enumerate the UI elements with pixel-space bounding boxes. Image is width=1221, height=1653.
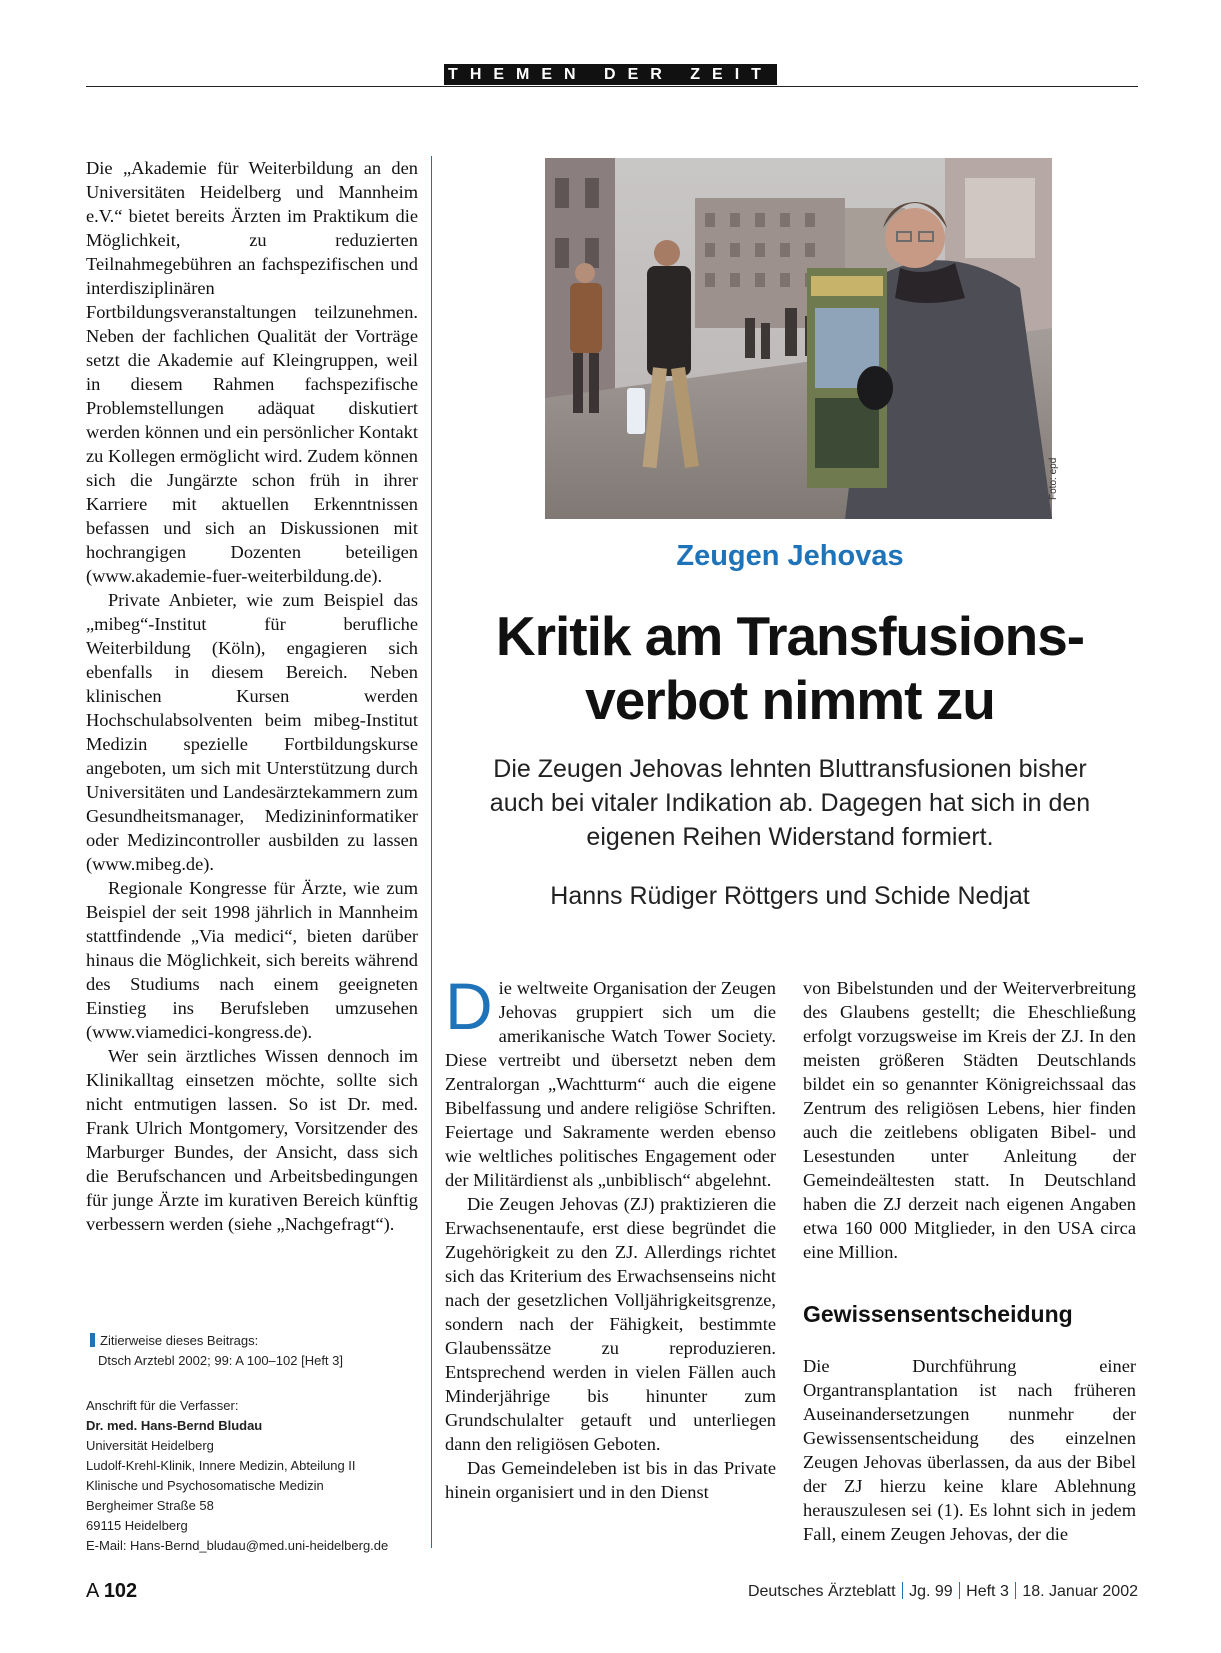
- article-photo: [545, 158, 1052, 519]
- citation-box: [90, 1331, 420, 1371]
- address-label: Anschrift für die Verfasser:: [86, 1398, 239, 1413]
- page-number: [86, 1580, 137, 1603]
- column-divider: [431, 156, 432, 1548]
- paragraph: von Bibelstunden und der Weiterverbreitung des Glaubens gestellt; die Eheschließung erfolgt vorzugsweise im Kreis der ZJ. In den meisten größeren Städten Deutschlands bildet ein so genannter Königreichssaal das Zentrum des religiösen Lebens, hier finden auch die zeitlebens obligaten Bibel- und Lesestunden unter Anleitung der Gemeindeältesten statt. In Deutschland haben die ZJ derzeit nach eigenen Angaben etwa 160 000 Mitglieder, in den USA circa eine Million.: [803, 978, 1136, 1262]
- address-line: Klinische und Psychosomatische Medizin: [86, 1478, 324, 1493]
- author-address: [86, 1396, 426, 1556]
- journal-volume: Jg. 99: [909, 1583, 953, 1600]
- right-column: [803, 976, 1136, 1546]
- footer-separator: [959, 1582, 961, 1599]
- address-name: Dr. med. Hans-Bernd Bludau: [86, 1418, 263, 1433]
- header-rule: [86, 86, 1138, 87]
- paragraph: Private Anbieter, wie zum Beispiel das „mibeg“-Institut für berufliche Weiterbildung (Köln), engagieren sich ebenfalls in diesem Bereich. Neben klinischen Kursen werden Hochschulabsolventen beim mibeg-Institut Medizin spezielle Fortbildungskurse angeboten, um sich mit Unterstützung durch Universitäten und Landesärztekammern zum Gesundheitsmanager, Medizininformatiker oder Medizincontroller ausbilden zu lassen (www.mibeg.de).: [86, 590, 418, 874]
- journal-footer: [700, 1582, 1138, 1601]
- photo-credit: Foto: epd: [1048, 457, 1059, 500]
- journal-date: 18. Januar 2002: [1022, 1583, 1138, 1600]
- paragraph: Die Zeugen Jehovas (ZJ) praktizieren die Erwachsenentaufe, erst diese begründet die Zugehörigkeit zu den ZJ. Allerdings richtet sich das Kriterium des Erwachsenseins nicht nach der gesetzlichen Volljährigkeitsgrenze, sondern nach der Fähigkeit, bestimmte Glaubenssätze zu reproduzieren. Entsprechend werden in vielen Fällen auch Minderjährige bis hinunter zum Grundschulalter getauft und unterliegen dann den religiösen Geboten.: [445, 1194, 776, 1454]
- citation-reference: Dtsch Arztebl 2002; 99: A 100–102 [Heft 3]: [98, 1353, 344, 1368]
- footer-separator: [902, 1582, 904, 1599]
- citation-label: Zitierweise dieses Beitrags:: [100, 1333, 259, 1348]
- paragraph: Die Durchführung einer Organtransplantation ist nach früheren Auseinandersetzungen nunmehr der Gewissensentscheidung des einzelnen Zeugen Jehovas überlassen, da aus der Bibel der ZJ hierzu keine klare Ablehnung herauszulesen sei (1). Es lohnt sich in jedem Fall, einem Zeugen Jehovas, der die: [803, 1356, 1136, 1544]
- article-authors: Hanns Rüdiger Röttgers und Schide Nedjat: [550, 882, 1030, 910]
- section-heading: Gewissensentscheidung: [803, 1301, 1073, 1327]
- paragraph-text: ie weltweite Organisation der Zeugen Jehovas gruppiert sich um die amerikanische Watch Tower Society. Diese vertreibt und übersetzt neben dem Zentralorgan „Wachtturm“ auch die eigene Bibelfassung und andere religiöse Schriften. Feiertage und Sakramente werden ebenso wie weltliches politisches Engagement oder der Militärdienst als „unbiblisch“ abgelehnt.: [445, 978, 776, 1190]
- address-line: Bergheimer Straße 58: [86, 1498, 214, 1513]
- journal-issue: Heft 3: [966, 1583, 1009, 1600]
- address-line: 69115 Heidelberg: [86, 1518, 188, 1533]
- address-email: E-Mail: Hans-Bernd_bludau@med.uni-heidelberg.de: [86, 1538, 389, 1553]
- journal-name: Deutsches Ärzteblatt: [747, 1583, 896, 1600]
- paragraph: Die „Akademie für Weiterbildung an den Universitäten Heidelberg und Mannheim e.V.“ bietet bereits Ärzten im Praktikum die Möglichkeit, zu reduzierten Teilnahmegebühren an fachspezifischen und interdisziplinären Fortbildungsveranstaltungen teilzunehmen. Neben der fachlichen Qualität der Vorträge setzt die Akademie auf Kleingruppen, weil in diesem Rahmen fachspezifische Problemstellungen adäquat diskutiert werden können und ein persönlicher Kontakt zu Kollegen ermöglicht wird. Zudem können sich die Jungärzte schon früh in ihrer Karriere mit aktuellen Erkenntnissen befassen und sich an Diskussionen mit hochrangigen Dozenten beteiligen (www.akademie-fuer-weiterbildung.de).: [86, 158, 418, 586]
- paragraph: [445, 969, 776, 1192]
- middle-column: [445, 969, 776, 1504]
- article-standfirst: Die Zeugen Jehovas lehnten Bluttransfusionen bisher auch bei vitaler Indikation ab. Dagegen hat sich in den eigenen Reihen Widerstand formiert.: [489, 755, 1091, 851]
- footer-separator: [1015, 1582, 1017, 1599]
- headline-line: Kritik am Transfusions-: [495, 605, 1085, 667]
- citation-marker: [90, 1333, 95, 1347]
- drop-cap: D: [445, 969, 493, 1043]
- page-prefix: A: [86, 1580, 99, 1602]
- article-kicker: Zeugen Jehovas: [676, 540, 904, 572]
- paragraph: Regionale Kongresse für Ärzte, wie zum Beispiel der seit 1998 jährlich in Mannheim stattfindende „Via medici“, bieten darüber hinaus die Möglichkeit, sich bereits während des Studiums nach einem geeigneten Einstieg ins Berufsleben umzusehen (www.viamedici-kongress.de).: [86, 878, 418, 1042]
- address-line: Universität Heidelberg: [86, 1438, 214, 1453]
- article-headline: [445, 604, 1135, 732]
- left-column: [86, 156, 418, 1236]
- section-label: THEMEN DER ZEIT: [444, 64, 777, 85]
- page-number-value: 102: [103, 1580, 138, 1602]
- address-line: Ludolf-Krehl-Klinik, Innere Medizin, Abteilung II: [86, 1458, 356, 1473]
- headline-line: verbot nimmt zu: [585, 669, 995, 731]
- paragraph: Das Gemeindeleben ist bis in das Private hinein organisiert und in den Dienst: [445, 1458, 776, 1502]
- paragraph: Wer sein ärztliches Wissen dennoch im Klinikalltag einsetzen möchte, sollte sich nicht entmutigen lassen. So ist Dr. med. Frank Ulrich Montgomery, Vorsitzender des Marburger Bundes, der Ansicht, dass sich die Berufschancen und Arbeitsbedingungen für junge Ärzte im kurativen Bereich künftig verbessern werden (siehe „Nachgefragt“).: [86, 1046, 418, 1234]
